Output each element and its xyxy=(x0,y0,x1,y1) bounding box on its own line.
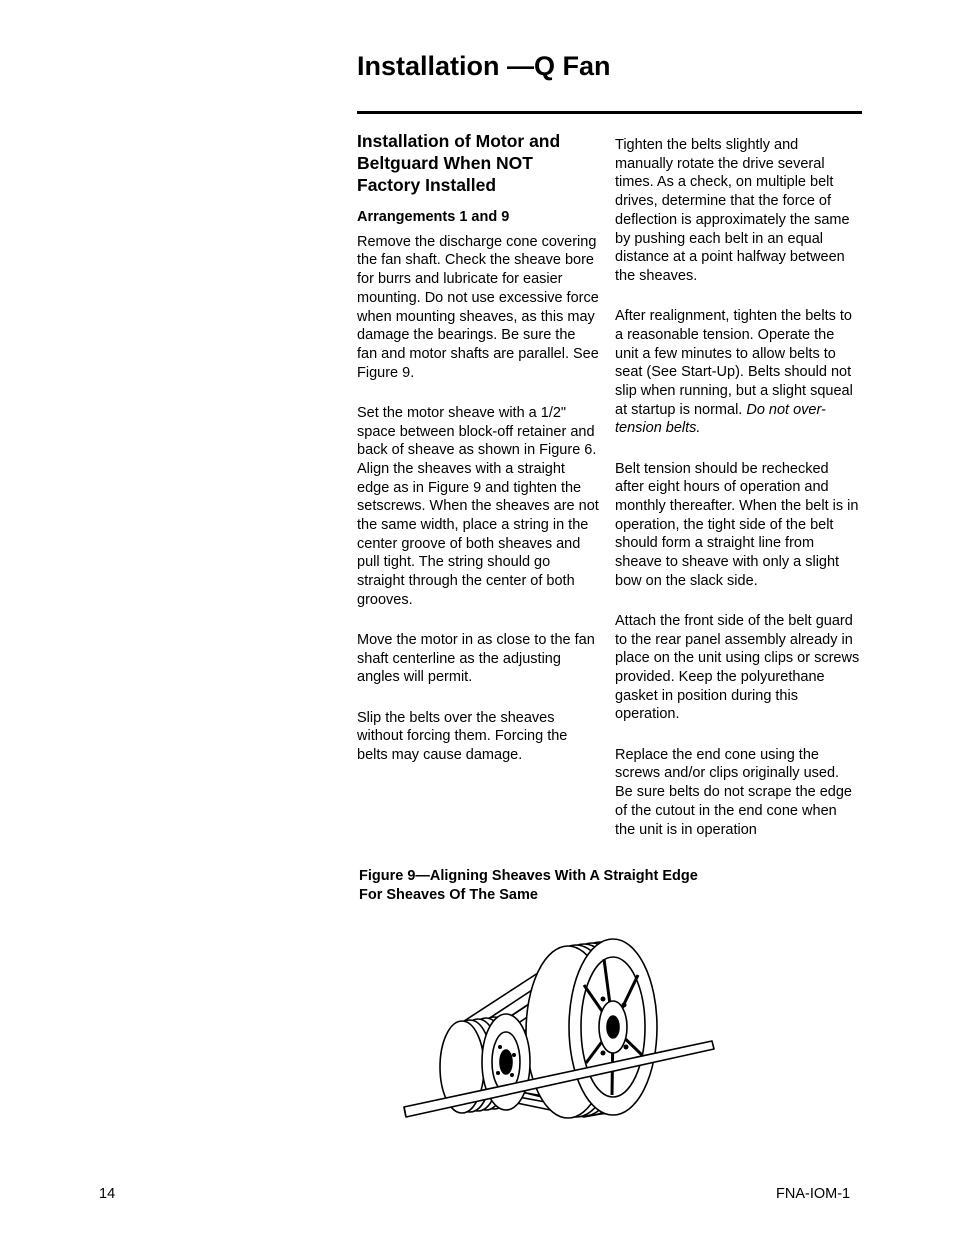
page-title: Installation —Q Fan xyxy=(357,51,611,81)
page-number: 14 xyxy=(99,1186,116,1202)
title-rule xyxy=(357,111,862,114)
paragraph: Set the motor sheave with a 1/2" space between block-off retainer and back of sheave as shown in Figure 6. Align the sheaves with a straight edge as in Figure 9 and tighten the setscrews. When the sheaves are not the same width, place a string in the center groove of both sheaves and pull tight. The string should go straight through the center of both grooves. xyxy=(357,404,599,608)
right-column xyxy=(615,136,860,861)
paragraph-realignment xyxy=(615,307,860,438)
paragraph: Slip the belts over the sheaves without forcing them. Forcing the belts may cause damage. xyxy=(357,709,568,764)
section-heading: Installation of Motor and Beltguard When NOT Factory Installed xyxy=(357,131,561,195)
paragraph: Remove the discharge cone covering the fan shaft. Check the sheave bore for burrs and lubricate for easier mounting. Do not use excessive force when mounting sheaves, as this may damage the bearings. Be sure the fan and motor shafts are parallel. See Figure 9. xyxy=(357,233,599,381)
figure-caption xyxy=(359,867,779,905)
paragraph: Belt tension should be rechecked after eight hours of operation and monthly thereafter. When the belt is in operation, the tight side of the belt should form a straight line from sheave to sheave with only a slight bow on the slack side. xyxy=(615,460,859,589)
realignment-emphasis: Do not over-tension belts. xyxy=(615,401,826,437)
section-subheading: Arrangements 1 and 9 xyxy=(357,209,510,225)
paragraph: Tighten the belts slightly and manually rotate the drive several times. As a check, on multiple belt drives, determine that the force of deflection is approximately the same by pushing each belt in an equal distance at a point halfway between the sheaves. xyxy=(615,137,850,284)
document-id: FNA-IOM-1 xyxy=(776,1186,851,1202)
figure-caption-line1: Figure 9—Aligning Sheaves With A Straight Edge xyxy=(359,868,698,884)
paragraph: Move the motor in as close to the fan shaft centerline as the adjusting angles will permit. xyxy=(357,632,595,686)
paragraph: Replace the end cone using the screws and/or clips originally used. Be sure belts do not scrape the edge of the cutout in the end cone when the unit is in operation xyxy=(615,746,852,838)
figure-caption-line2: For Sheaves Of The Same xyxy=(359,887,538,903)
paragraph: Attach the front side of the belt guard to the rear panel assembly already in place on the unit using clips or screws provided. Keep the polyurethane gasket in position during this operation. xyxy=(615,612,860,723)
realignment-text: After realignment, tighten the belts to a reasonable tension. Operate the unit a few minutes to allow belts to seat (See Start-Up). Belts should not slip when running, but a slight squeal at startup is normal. xyxy=(615,308,853,418)
sheave-alignment-illustration xyxy=(398,935,728,1125)
left-column xyxy=(357,130,599,786)
